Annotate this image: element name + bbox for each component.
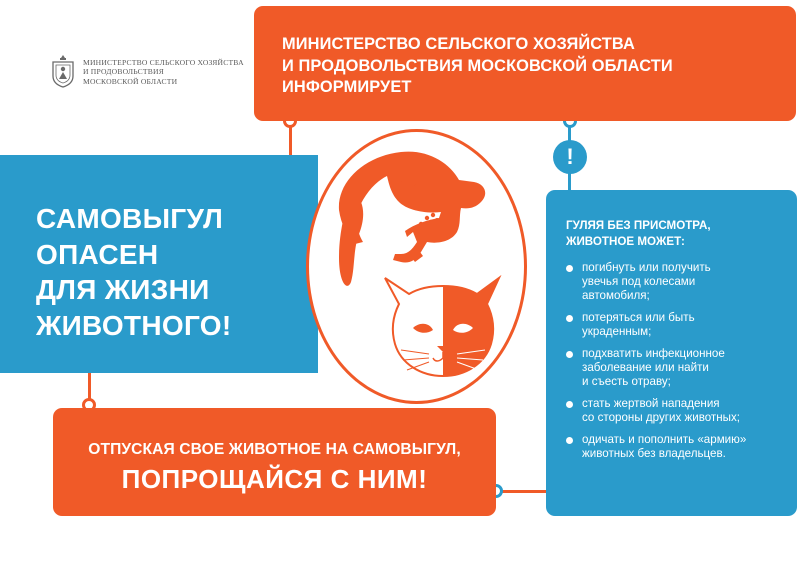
bullet-icon: [566, 401, 573, 408]
list-item-line: потеряться или быть: [582, 311, 695, 325]
coat-of-arms-icon: [51, 54, 75, 88]
exclamation-icon: !: [553, 140, 587, 174]
list-item-line: одичать и пополнить «армию»: [582, 433, 747, 447]
bullet-icon: [566, 265, 573, 272]
headline-line: ЖИВОТНОГО!: [36, 309, 232, 341]
list-item-line: автомобиля;: [582, 289, 650, 303]
list-item-line: подхватить инфекционное: [582, 347, 725, 361]
dog-and-cat-icon: [309, 132, 524, 401]
logo-text-line: МИНИСТЕРСТВО СЕЛЬСКОГО ХОЗЯЙСТВА: [83, 58, 244, 67]
list-item-line: заболевание или найти: [582, 361, 709, 375]
list-item-line: животных без владельцев.: [582, 447, 726, 461]
bullet-icon: [566, 315, 573, 322]
bullet-icon: [566, 351, 573, 358]
risks-panel: [546, 190, 797, 516]
list-item: [566, 397, 797, 425]
list-item-line: украденным;: [582, 325, 652, 339]
headline-line: ДЛЯ ЖИЗНИ: [36, 274, 210, 305]
list-item-line: погибнуть или получить: [582, 261, 711, 274]
logo-text-line: И ПРОДОВОЛЬСТВИЯ: [83, 67, 164, 77]
list-item-line: стать жертвой нападения: [582, 397, 720, 411]
headline-line: САМОВЫГУЛ: [36, 203, 224, 234]
list-item: [566, 261, 797, 304]
list-item-line: и съесть отраву;: [582, 375, 671, 389]
risks-title: [566, 218, 797, 249]
list-item: [566, 433, 797, 461]
risks-list: [566, 261, 797, 461]
logo-text-line: МОСКОВСКОЙ ОБЛАСТИ: [83, 76, 178, 86]
list-item-line: увечья под колесами: [582, 275, 696, 289]
header-banner: [254, 6, 796, 121]
warning-slogan: ПОПРОЩАЙСЯ С НИМ!: [121, 464, 428, 494]
risks-title-line: ЖИВОТНОЕ МОЖЕТ:: [566, 234, 685, 248]
header-line: И ПРОДОВОЛЬСТВИЯ МОСКОВСКОЙ ОБЛАСТИ: [282, 56, 673, 75]
warning-line: ОТПУСКАЯ СВОЕ ЖИВОТНОЕ НА САМОВЫГУЛ,: [88, 441, 461, 458]
list-item: [566, 347, 797, 390]
list-item-line: со стороны других животных;: [582, 411, 740, 425]
risks-title-line: ГУЛЯЯ БЕЗ ПРИСМОТРА,: [566, 219, 711, 232]
bullet-icon: [566, 437, 573, 444]
headline-line: ОПАСЕН: [36, 238, 159, 270]
header-line: МИНИСТЕРСТВО СЕЛЬСКОГО ХОЗЯЙСТВА: [282, 35, 635, 53]
headline-panel: [0, 155, 318, 373]
illustration-medallion: [306, 129, 527, 404]
list-item: [566, 311, 797, 339]
ministry-logo: [51, 54, 244, 88]
warning-banner: [53, 408, 496, 516]
header-line: ИНФОРМИРУЕТ: [282, 78, 412, 96]
connector-line: [496, 490, 546, 493]
